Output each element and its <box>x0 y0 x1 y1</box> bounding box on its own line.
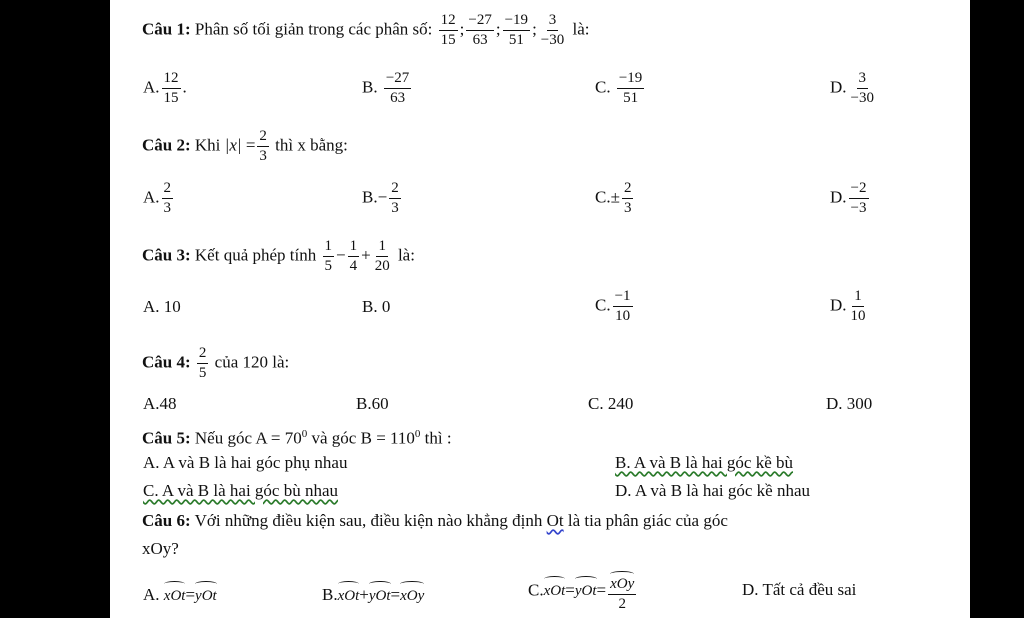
q2-text: Khi <box>194 135 221 155</box>
q1-option-c: C. $\frac{-19}{51}$ <box>595 70 643 106</box>
q2-frac: $\frac{2}{3}$ <box>259 128 267 164</box>
q1-option-d: D. $\frac{3}{-30}$ <box>830 70 874 106</box>
q1-option-a: A. $\frac{12}{15}$ . <box>143 70 187 106</box>
q5-text2: và góc B = <box>311 428 386 448</box>
q5-option-b: B. A và B là hai góc kề bù <box>615 453 794 472</box>
q3-option-c: C. $\frac{-1}{10}$ <box>595 288 631 324</box>
q1-line <box>142 12 590 49</box>
q5-option-d: D. A và B là hai góc kề nhau <box>615 481 810 500</box>
q1-frac-4: $\frac{3}{-30}$ <box>540 12 565 48</box>
q1-frac-2: $\frac{-27}{63}$ <box>468 12 492 48</box>
q6-ot: Ot <box>546 511 564 530</box>
q1-text: Phân số tối giản trong các phân số: <box>194 19 433 39</box>
q6-label: Câu 6: <box>142 511 191 530</box>
q3-label: Câu 3: <box>142 245 191 265</box>
q5-val1: 70 <box>284 428 302 448</box>
q5-option-c: C. A và B là hai góc bù nhau <box>143 481 339 500</box>
q4-tail: của 120 là: <box>214 352 290 372</box>
q5-deg1: 0 <box>301 428 308 440</box>
q6-line-1 <box>142 511 728 531</box>
q2-label: Câu 2: <box>142 135 191 155</box>
q4-label: Câu 4: <box>142 352 191 372</box>
q1-tail: là: <box>572 19 590 39</box>
q2-tail: thì x bằng: <box>275 135 348 155</box>
q4-option-c: C. 240 <box>588 394 634 413</box>
q1-sep-3: ; <box>532 19 537 39</box>
q6-option-d: D. Tất cả đều sai <box>742 580 857 599</box>
q3-text: Kết quả phép tính <box>194 245 317 265</box>
q5-val2: 110 <box>390 428 415 448</box>
q1-label: Câu 1: <box>142 19 191 39</box>
q2-option-d: D. $\frac{-2}{-3}$ <box>830 180 867 216</box>
q6-line-2: xOy? <box>142 539 179 558</box>
q3-option-d: D. $\frac{1}{10}$ <box>830 288 866 324</box>
q6-option-a: A. xOt= yOt <box>143 580 217 606</box>
q3-frac-2: $\frac{1}{4}$ <box>349 238 358 274</box>
q4-line <box>142 345 289 382</box>
q6-option-c: C. xOt= yOt= xOy 2 <box>528 570 638 613</box>
q2-absx: |x| <box>224 135 242 155</box>
q1-sep-1: ; <box>459 19 465 39</box>
q3-frac-1: $\frac{1}{5}$ <box>324 238 332 274</box>
document-page <box>110 0 970 618</box>
q6-option-b: B. xOt+ yOt= xOy <box>322 580 424 606</box>
q2-line <box>142 128 348 165</box>
q3-op-minus: − <box>336 245 346 265</box>
q1-sep-2: ; <box>495 19 501 39</box>
q3-option-b: B. 0 <box>362 297 391 316</box>
q6-text-post: là tia phân giác của góc <box>567 511 728 530</box>
q4-option-b: B.60 <box>356 394 389 413</box>
q2-eq: = <box>245 135 256 155</box>
q5-text1: Nếu góc A = <box>194 428 281 448</box>
q6-text-pre: Với những điều kiện sau, điều kiện nào khẳng định <box>194 511 543 530</box>
q1-frac-1: $\frac{12}{15}$ <box>440 12 456 48</box>
q5-option-a: A. A và B là hai góc phụ nhau <box>143 453 348 472</box>
q4-frac: $\frac{2}{5}$ <box>198 345 207 381</box>
q5-deg2: 0 <box>414 428 421 440</box>
q3-frac-3: $\frac{1}{20}$ <box>374 238 390 274</box>
q2-option-a: A. $\frac{2}{3}$ <box>143 180 172 216</box>
q5-line <box>142 424 452 449</box>
q3-op-plus: + <box>361 245 371 265</box>
q2-option-c: C.± $\frac{2}{3}$ <box>595 180 632 216</box>
q3-tail: là: <box>397 245 415 265</box>
q1-option-b: B. $\frac{-27}{63}$ <box>362 70 410 106</box>
q5-tail: thì : <box>424 428 452 448</box>
q3-option-a: A. 10 <box>143 297 181 316</box>
q2-option-b: B.− $\frac{2}{3}$ <box>362 180 399 216</box>
q3-line <box>142 238 415 275</box>
q4-option-d: D. 300 <box>826 394 873 413</box>
q5-label: Câu 5: <box>142 428 191 448</box>
q1-frac-3: $\frac{-19}{51}$ <box>504 12 529 48</box>
q4-option-a: A.48 <box>143 394 177 413</box>
